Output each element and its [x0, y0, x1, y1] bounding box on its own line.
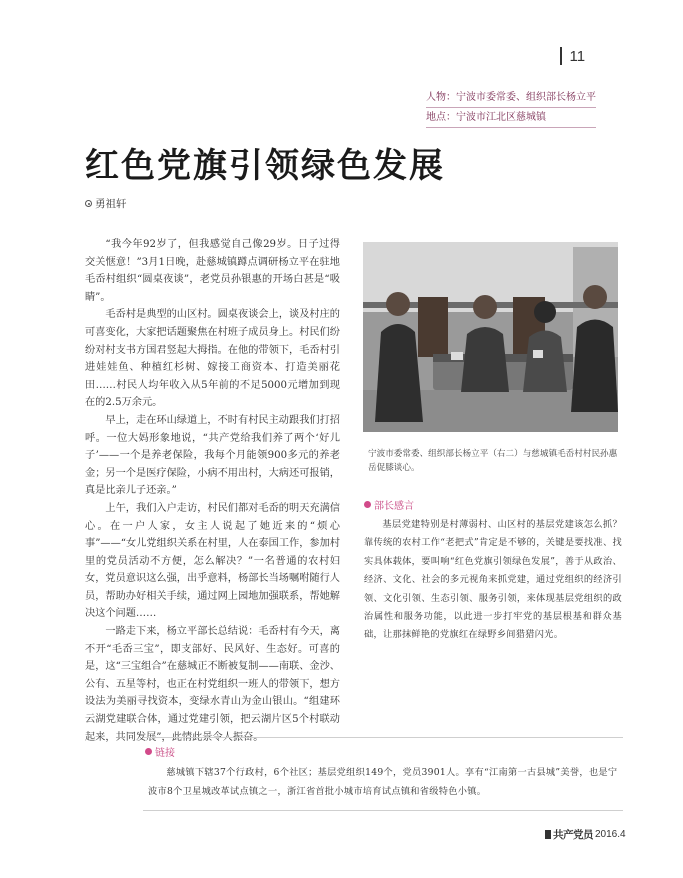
- body-paragraph: “我今年92岁了，但我感觉自己像29岁。日子过得交关惬意！”3月1日晚，赴慈城镇蹲点调研杨立平在驻地毛岙村组织“圆桌夜谈”，老党员孙银惠的开场白甚是“吸睛”。: [85, 239, 340, 303]
- magazine-logo-icon: [545, 830, 551, 839]
- page-number: [560, 47, 585, 65]
- link-heading: [145, 744, 175, 759]
- magazine-name: 共产党员: [553, 829, 593, 841]
- author-bullet-icon: [85, 200, 92, 207]
- page-number-divider: [560, 47, 562, 65]
- link-text: 慈城镇下辖37个行政村，6个社区；基层党组织149个，党员3901人。享有“江南第一古县城”美誉，也是宁波市8个卫星城改革试点镇之一，浙江省首批小城市培育试点镇和省级特色小镇。: [148, 767, 618, 797]
- meeting-photo: [363, 242, 618, 432]
- body-paragraph: 早上，走在环山绿道上，不时有村民主动跟我们打招呼。一位大妈形象地说，“共产党给我们养了两个‘好儿子’——一个是养老保险，我每个月能领900多元的养老金；另一个是医疗保险，小病不用出村，大病还可报销，真是比亲儿子还亲。”: [85, 414, 340, 497]
- bullet-icon: [364, 501, 371, 508]
- comments-heading-label: 部长感言: [374, 501, 414, 512]
- body-paragraph: 上午，我们入户走访，村民们都对毛岙的明天充满信心。在一户人家，女主人说起了她近来的“烦心事”——“女儿党组织关系在村里，人在泰国工作，参加村里的党员活动不方便，怎么解决？”一名普通的农村妇女，党员意识这么强，出乎意料，杨部长当场嘱咐随行人员，帮助办好相关手续，通过网上园地加强联系，帮她解决这个问题……: [85, 502, 340, 620]
- page-number-value: 11: [569, 47, 586, 65]
- bullet-icon: [145, 748, 152, 755]
- issue-number: 2016.4: [595, 829, 626, 840]
- comments-heading: [364, 497, 414, 512]
- author-line: [85, 196, 127, 211]
- footer: [545, 827, 626, 842]
- info-block: [426, 88, 596, 128]
- body-paragraph: 毛岙村是典型的山区村。圆桌夜谈会上，谈及村庄的可喜变化，大家把话题聚焦在村班子成员身上。村民们纷纷对村支书方国君竖起大拇指。在他的带领下，毛岙村引进娃娃鱼、种植红杉树、嫁接工商资本、打造美丽花田……村民人均年收入从5年前的不足5000元增加到现在的2.5万余元。: [85, 309, 340, 409]
- link-heading-label: 链接: [155, 748, 175, 759]
- article-body: [85, 236, 340, 746]
- info-person: 人物：宁波市委常委、组织部长杨立平: [426, 88, 596, 108]
- comments-text: 基层党建特别是村薄弱村、山区村的基层党建该怎么抓？靠传统的农村工作“老把式”肯定是不够的，关键是要找准、找实具体载体，要叫响“红色党旗引领绿色发展”，善于从政治、经济、文化、社会的多元视角来抓党建，通过党组织的经济引领、文化引领、生态引领、服务引领，来体现基层党组织的政治属性和服务功能，以此进一步打牢党的基层根基和群众基础，让那抹鲜艳的党旗红在绿野乡间猎猎闪光。: [364, 519, 622, 641]
- author-name: 勇祖轩: [95, 198, 127, 210]
- body-paragraph: 一路走下来，杨立平部长总结说：毛岙村有今天，离不开“毛岙三宝”，即支部好、民风好、生态好。可喜的是，这“三宝组合”在慈城正不断被复制——南联、金沙、公有、五星等村，也正在村党组织一班人的带领下，想方设法为美丽寻找资本，变绿水青山为金山银山。“组建环云湖党建联合体，通过党建引领，把云湖片区5个村联动起来，共同发展”，此情此景令人振奋。: [85, 626, 340, 743]
- article-title: 红色党旗引领绿色发展: [85, 146, 445, 186]
- info-place: 地点：宁波市江北区慈城镇: [426, 108, 596, 128]
- photo-caption: 宁波市委常委、组织部长杨立平（右二）与慈城镇毛岙村村民孙惠岳促膝谈心。: [368, 449, 618, 473]
